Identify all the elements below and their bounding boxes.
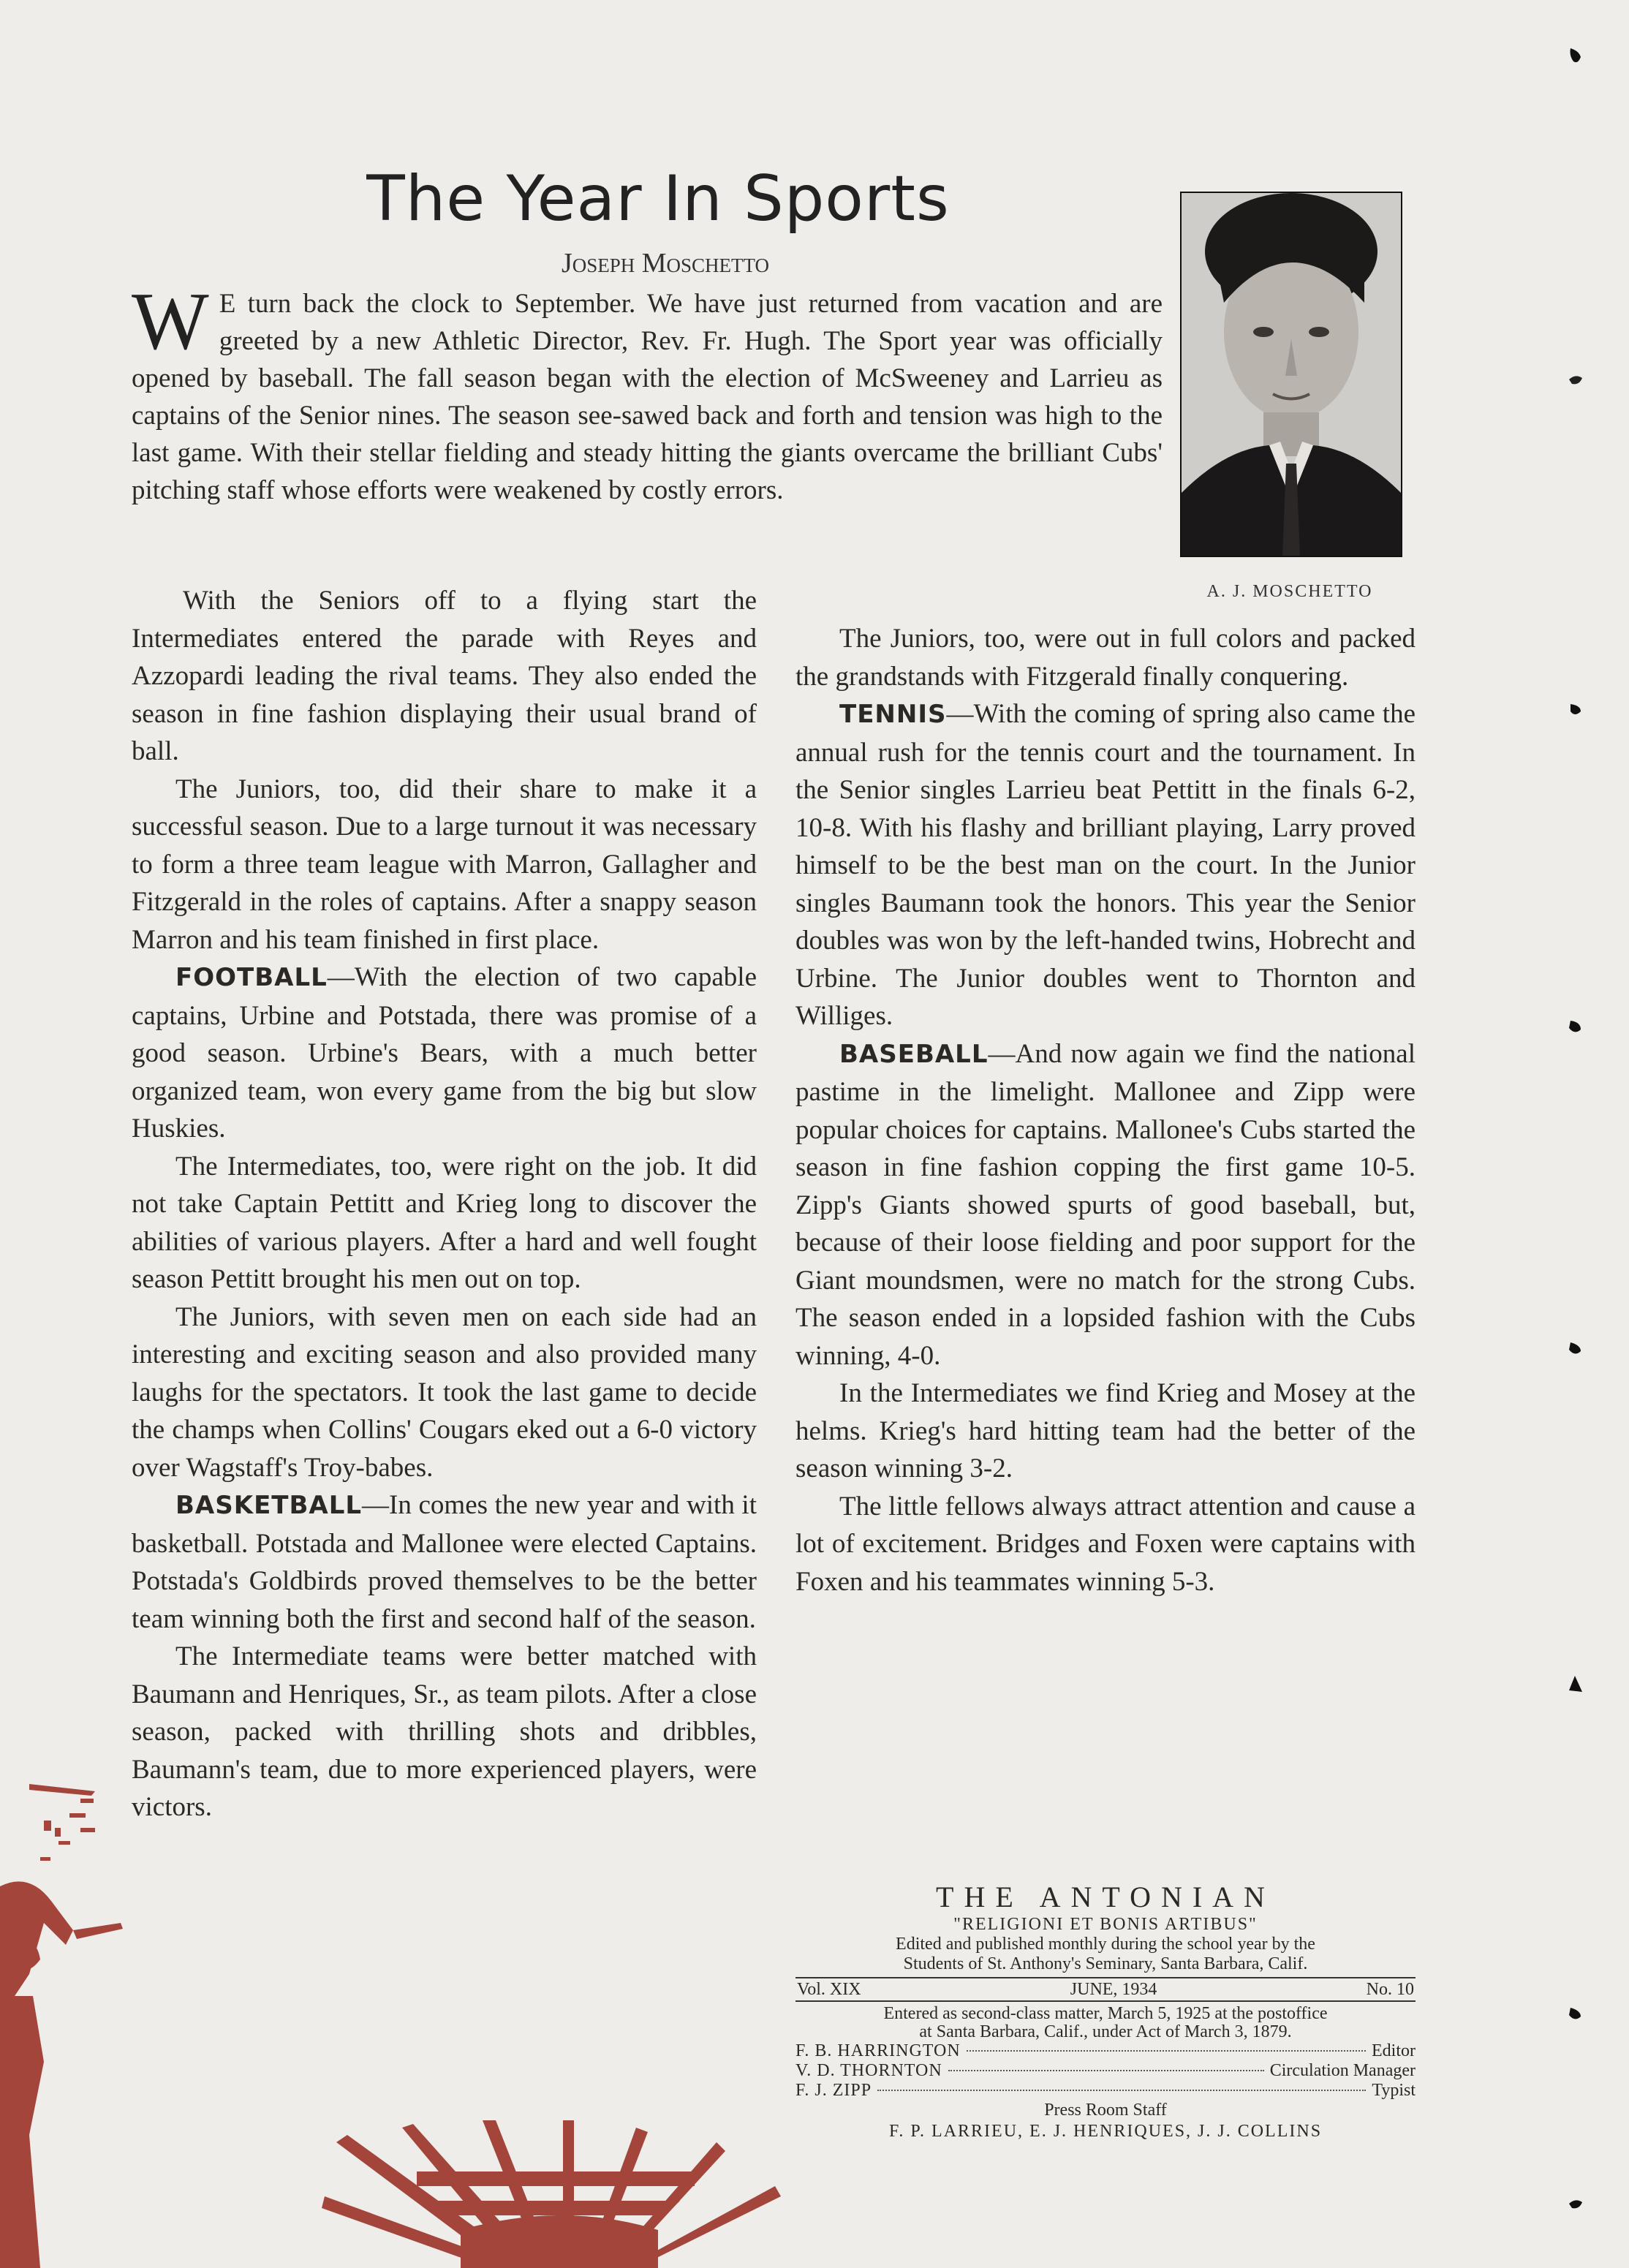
baseball-text: —And now again we find the national pastime in the limelight. Mallonee and Zipp were popular choices for captains. Mallonee's Cubs started the season in fine fashion copping the first game 10-5. Zipp's Giants showed spurts of good baseball, but, because of their loose fielding and poor support for the Giant moundsmen, were no match for the strong Cubs. The season ended in a lopsided fashion with the Cubs winning, 4-0. (795, 1038, 1416, 1371)
section-head-football: FOOTBALL (175, 963, 328, 992)
staff-role: Typist (1372, 2081, 1416, 2100)
binder-hole-mark (1565, 369, 1587, 391)
football-paragraph (132, 959, 757, 1148)
article-intro (132, 276, 1163, 509)
right-column (795, 620, 1416, 1600)
postal-entry-line-2: at Santa Barbara, Calif., under Act of March 3, 1879. (919, 2022, 1292, 2041)
staff-row (795, 2061, 1416, 2081)
portrait-caption: A. J. MOSCHETTO (1206, 582, 1373, 601)
issue-number: No. 10 (1366, 1980, 1414, 1999)
masthead-motto: "RELIGIONI ET BONIS ARTIBUS" (953, 1915, 1258, 1934)
paragraph: The Intermediates, too, were right on the job. It did not take Captain Pettitt and Krieg long to discover the abilities of various players. After a hard and well fought season Pettitt brought his men out on top. (132, 1151, 757, 1294)
paragraph: The Juniors, too, were out in full colors and packed the grandstands with Fitzgerald finally conquering. (795, 624, 1416, 692)
paragraph: The little fellows always attract attention and cause a lot of excitement. Bridges and Foxen were captains with Foxen and his teammates winning 5-3. (795, 1491, 1416, 1597)
football-text: —With the election of two capable captains, Urbine and Potstada, there was promise of a good season. Urbine's Bears, with a much better organized team, won every game from the big but slow Huskies. (132, 962, 757, 1144)
issue-date: JUNE, 1934 (1070, 1980, 1157, 1999)
binder-hole-mark (1565, 1338, 1587, 1360)
postal-entry-line-1: Entered as second-class matter, March 5, 1925 at the postoffice (883, 2004, 1328, 2023)
leader-dots (877, 2090, 1366, 2091)
issue-info-bar (795, 1977, 1416, 2002)
leader-dots (967, 2050, 1366, 2052)
volume: Vol. XIX (797, 1980, 861, 1999)
press-room-title: Press Room Staff (1044, 2101, 1167, 2120)
masthead-title: THE ANTONIAN (936, 1880, 1275, 1913)
binder-hole-mark (1565, 2193, 1587, 2215)
basketball-paragraph (132, 1486, 757, 1638)
section-head-tennis: TENNIS (839, 700, 947, 729)
author-portrait (1180, 192, 1402, 557)
staff-name: V. D. THORNTON (795, 2061, 942, 2080)
basketball-text: —In comes the new year and with it basketball. Potstada and Mallonee were elected Captains. Potstada's Goldbirds proved themselves to be the better team winning both the first and second half of the season. (132, 1490, 757, 1634)
paragraph: In the Intermediates we find Krieg and Mosey at the helms. Krieg's hard hitting team had the better of the season winning 3-2. (795, 1378, 1416, 1483)
binder-hole-mark (1565, 45, 1587, 67)
tennis-paragraph (795, 695, 1416, 1035)
paragraph: The Intermediate teams were better matched with Baumann and Henriques, Sr., as team pilots. After a close season, packed with thrilling shots and dribbles, Baumann's team, due to more experienced players, were victors. (132, 1641, 757, 1822)
section-head-basketball: BASKETBALL (175, 1491, 363, 1520)
section-head-baseball: BASEBALL (839, 1039, 989, 1069)
drop-cap: W (132, 276, 209, 367)
binder-hole-mark (1565, 1016, 1587, 1038)
staff-role: Circulation Manager (1269, 2061, 1416, 2080)
staff-name: F. J. ZIPP (795, 2081, 872, 2100)
staff-role: Editor (1372, 2041, 1416, 2060)
decorative-illustration-left (0, 1755, 132, 2268)
article-title: The Year In Sports (366, 162, 950, 235)
masthead-publisher-line-1: Edited and published monthly during the school year by the (896, 1935, 1315, 1954)
leader-dots (948, 2070, 1264, 2071)
masthead-publisher-line-2: Students of St. Anthony's Seminary, Santa Barbara, Calif. (903, 1954, 1308, 1973)
staff-row (795, 2081, 1416, 2101)
press-room-names: F. P. LARRIEU, E. J. HENRIQUES, J. J. COLLINS (888, 2122, 1323, 2141)
binder-hole-mark (1565, 698, 1587, 720)
binder-hole-mark (1565, 1674, 1587, 1696)
paragraph: With the Seniors off to a flying start the Intermediates entered the parade with Reyes and Azzopardi leading the rival teams. They also ended the season in fine fashion displaying their usual brand of ball. (132, 586, 757, 766)
article-byline: Joseph Moschetto (561, 248, 770, 279)
paragraph: The Juniors, too, did their share to make it a successful season. Due to a large turnout it was necessary to form a three team league with Marron, Gallagher and Fitzgerald in the roles of captains. After a snappy season Marron and his team finished in first place. (132, 774, 757, 955)
masthead (795, 1880, 1416, 2142)
decorative-sunburst (322, 2120, 790, 2268)
binder-hole-mark (1565, 2003, 1587, 2025)
left-column (132, 582, 757, 1826)
paragraph: The Juniors, with seven men on each side had an interesting and exciting season and also provided many laughs for the spectators. It took the last game to decide the champs when Collins' Cougars eked out a 6-0 victory over Wagstaff's Troy-babes. (132, 1301, 757, 1483)
staff-row (795, 2041, 1416, 2061)
intro-text: E turn back the clock to September. We have just returned from vacation and are greeted by a new Athletic Director, Rev. Fr. Hugh. The Sport year was officially opened by baseball. The fall season began with the election of McSweeney and Larrieu as captains of the Senior nines. The season see-sawed back and forth and tension was high to the last game. With their stellar fielding and steady hitting the giants overcame the brilliant Cubs' pitching staff whose efforts were weakened by costly errors. (132, 289, 1163, 505)
baseball-paragraph (795, 1035, 1416, 1375)
staff-name: F. B. HARRINGTON (795, 2041, 961, 2060)
tennis-text: —With the coming of spring also came the annual rush for the tennis court and the tournament. In the Senior singles Larrieu beat Pettitt in the finals 6-2, 10-8. With his flashy and brilliant playing, Larry proved himself to be the best man on the court. In the Junior singles Baumann took the honors. This year the Senior doubles was won by the left-handed twins, Hobrecht and Urbine. The Junior doubles went to Thornton and Williges. (795, 699, 1416, 1031)
